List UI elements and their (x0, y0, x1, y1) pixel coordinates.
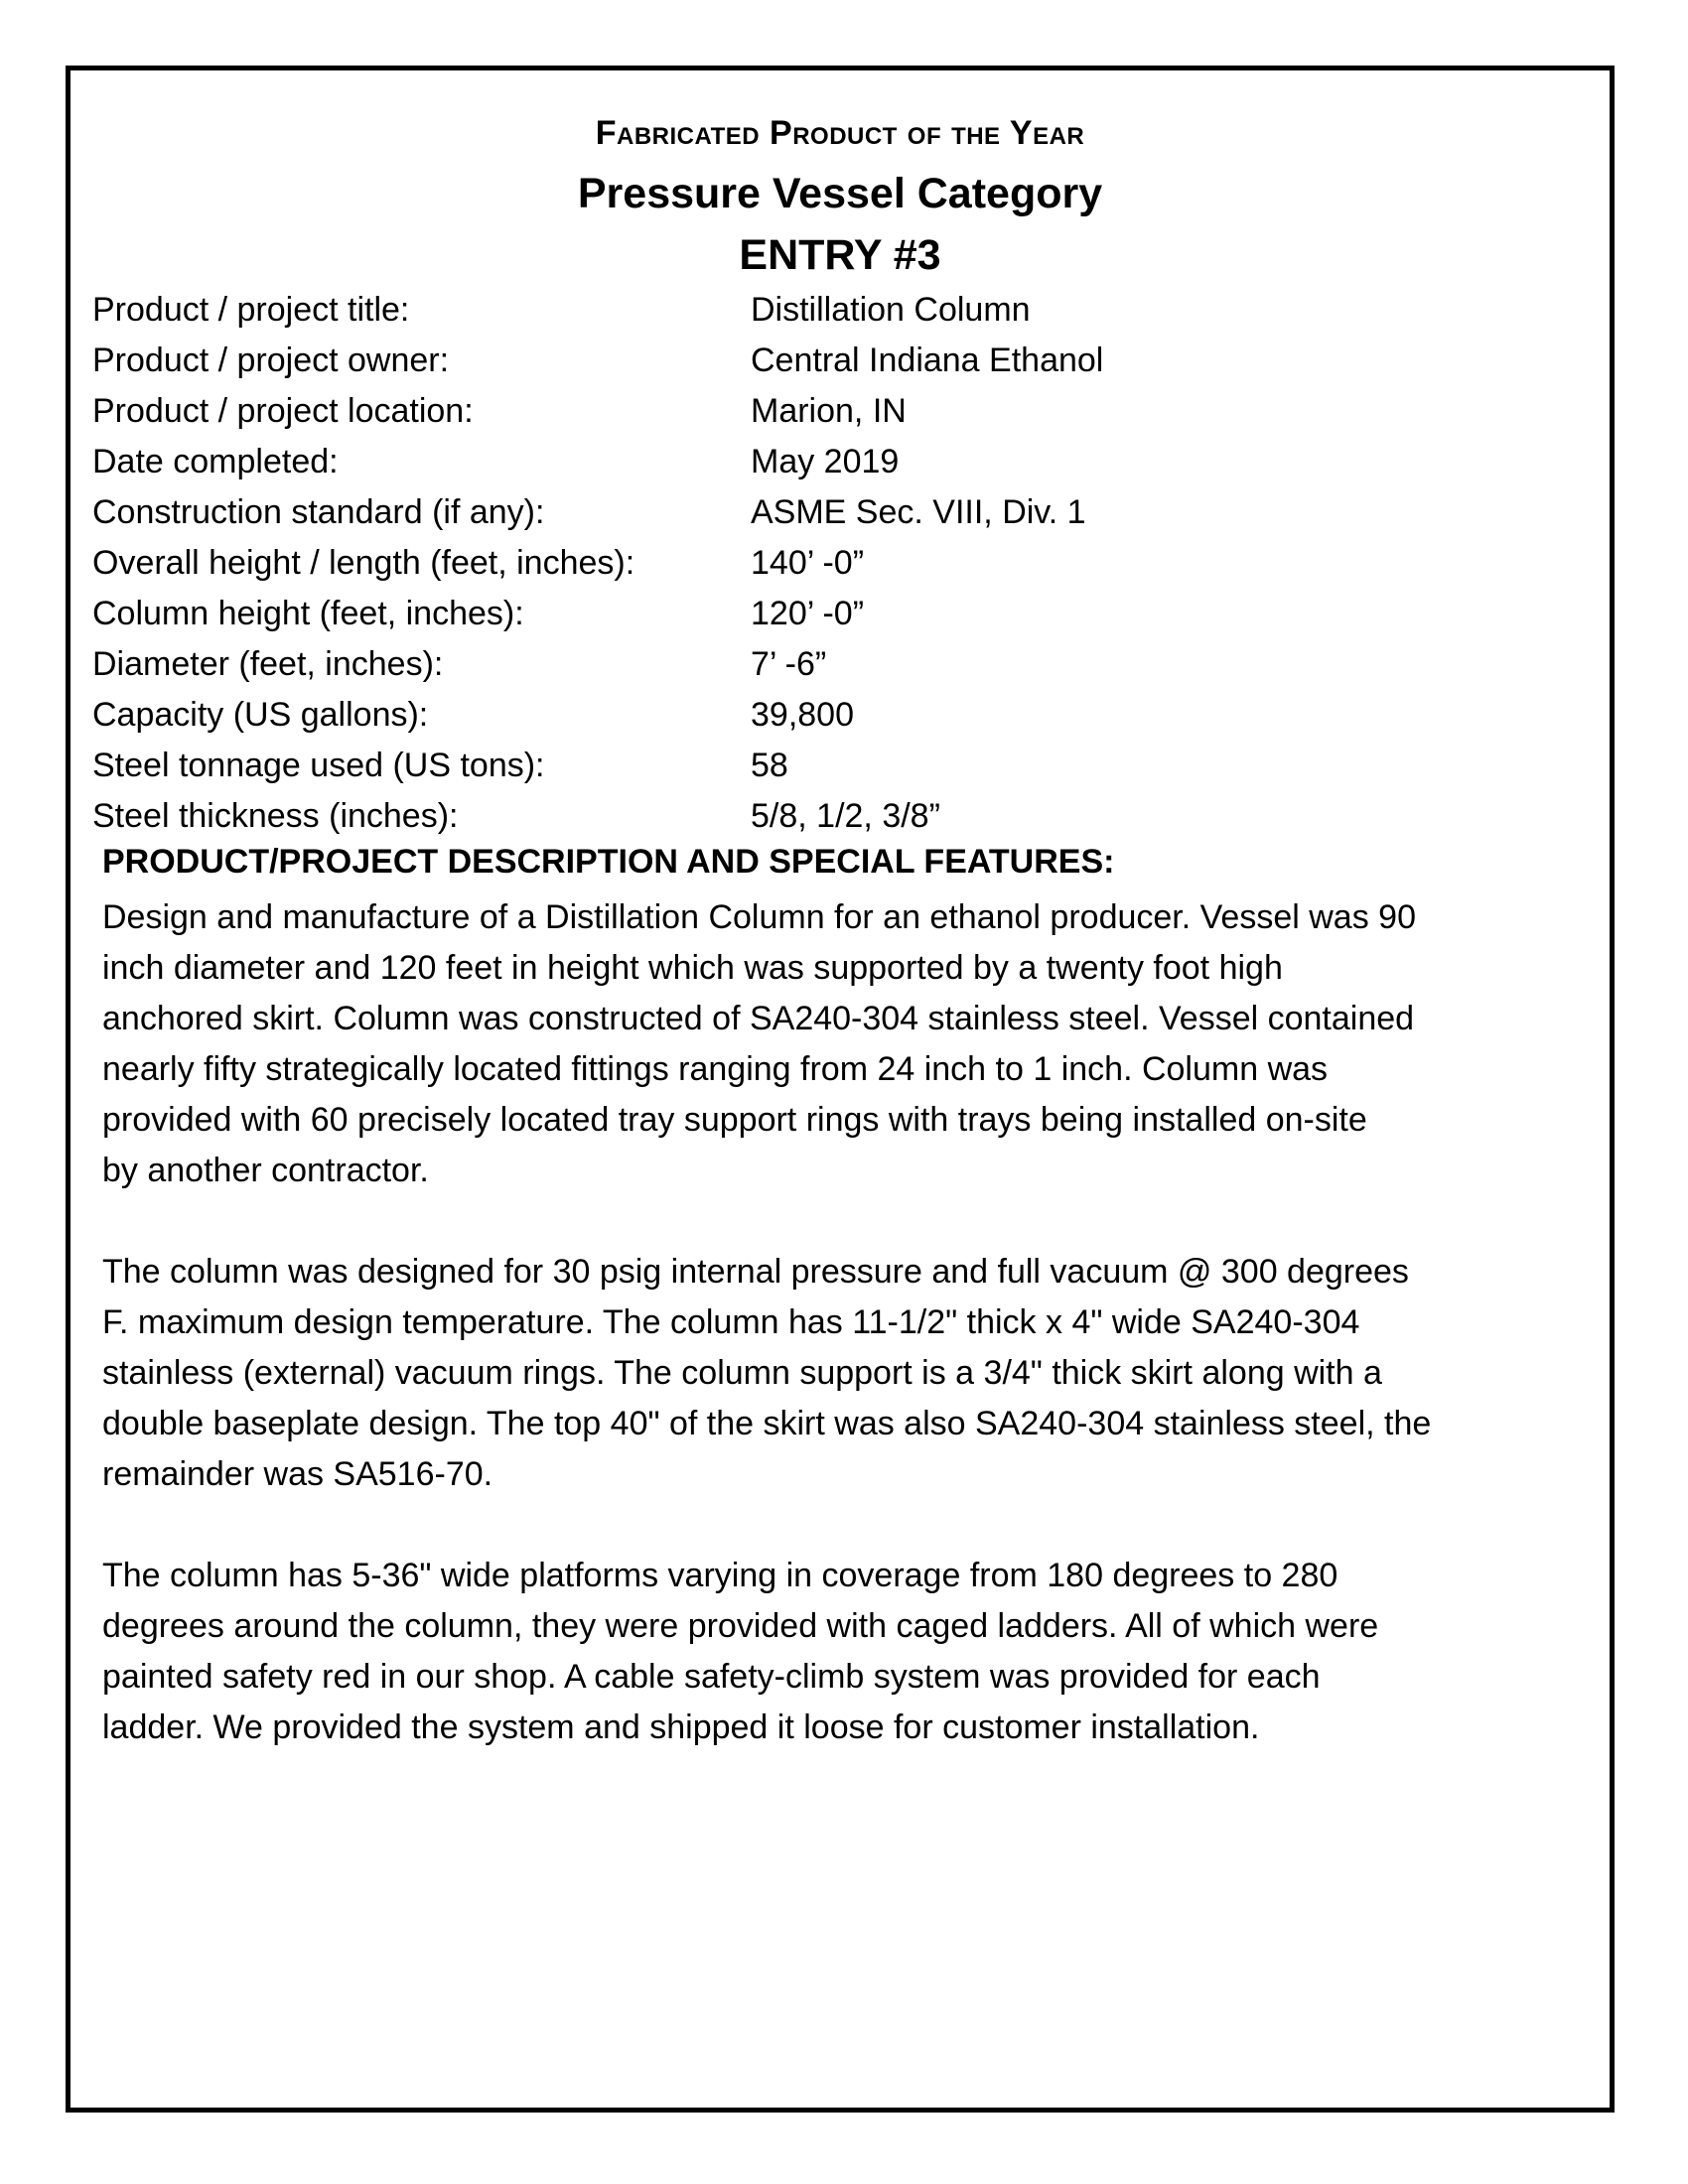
field-row-title (92, 285, 1582, 336)
paragraph-line: The column has 5-36" wide platforms varying in coverage from 180 degrees to 280 (102, 1557, 1338, 1594)
paragraph-line: double baseplate design. The top 40" of the skirt was also SA240-304 stainless steel, the (102, 1405, 1432, 1442)
field-value: 120’ -0” (751, 595, 865, 632)
field-value: 58 (751, 747, 788, 784)
field-label: Column height (feet, inches): (92, 595, 524, 632)
project-fields (92, 285, 1582, 842)
field-value: Central Indiana Ethanol (751, 341, 1104, 379)
paragraph-line: remainder was SA516-70. (102, 1455, 493, 1493)
paragraph-line: ladder. We provided the system and shipped it loose for customer installation. (102, 1708, 1260, 1746)
document-frame (66, 66, 1615, 2113)
field-value: 5/8, 1/2, 3/8” (751, 797, 940, 835)
paragraph-line: stainless (external) vacuum rings. The column support is a 3/4" thick skirt along with a (102, 1354, 1382, 1392)
paragraph-line: inch diameter and 120 feet in height which was supported by a twenty foot high (102, 949, 1283, 987)
field-row-overall-height (92, 538, 1582, 589)
paragraph-line: F. maximum design temperature. The column has 11-1/2" thick x 4" wide SA240-304 (102, 1303, 1360, 1341)
award-kicker: Fabricated Product of the Year (595, 114, 1085, 152)
field-row-steel-thickness (92, 791, 1582, 842)
field-value: 140’ -0” (751, 544, 865, 582)
field-label: Diameter (feet, inches): (92, 645, 444, 683)
paragraph-line: degrees around the column, they were provided with caged ladders. All of which were (102, 1607, 1379, 1645)
field-value: 39,800 (751, 696, 854, 734)
field-row-column-height (92, 589, 1582, 639)
field-value: 7’ -6” (751, 645, 827, 683)
description-body (102, 892, 1592, 1804)
field-label: Product / project title: (92, 291, 410, 329)
field-label: Product / project owner: (92, 341, 450, 379)
field-row-location (92, 386, 1582, 437)
paragraph-line: Design and manufacture of a Distillation Column for an ethanol producer. Vessel was 90 (102, 898, 1416, 936)
field-value: Distillation Column (751, 291, 1031, 329)
field-row-steel-tonnage (92, 741, 1582, 791)
entry-number: ENTRY #3 (739, 231, 941, 279)
paragraph-line: anchored skirt. Column was constructed of SA240-304 stainless steel. Vessel contained (102, 1000, 1415, 1037)
field-row-diameter (92, 639, 1582, 690)
paragraph-line: by another contractor. (102, 1152, 429, 1189)
paragraph-line: nearly fifty strategically located fittings ranging from 24 inch to 1 inch. Column was (102, 1050, 1329, 1088)
description-heading: PRODUCT/PROJECT DESCRIPTION AND SPECIAL FEATURES: (102, 843, 1115, 881)
field-label: Construction standard (if any): (92, 493, 545, 531)
field-value: May 2019 (751, 443, 900, 480)
field-label: Overall height / length (feet, inches): (92, 544, 635, 582)
field-row-owner (92, 336, 1582, 386)
description-paragraph (102, 1551, 1592, 1753)
field-value: Marion, IN (751, 392, 907, 430)
field-label: Date completed: (92, 443, 339, 480)
category-title: Pressure Vessel Category (577, 170, 1103, 217)
field-value: ASME Sec. VIII, Div. 1 (751, 493, 1086, 531)
paragraph-line: provided with 60 precisely located tray support rings with trays being installed on-site (102, 1101, 1367, 1139)
description-paragraph (102, 1247, 1592, 1500)
paragraph-line: The column was designed for 30 psig internal pressure and full vacuum @ 300 degrees (102, 1253, 1409, 1291)
description-paragraph (102, 892, 1592, 1196)
field-label: Steel thickness (inches): (92, 797, 459, 835)
field-row-construction-standard (92, 487, 1582, 538)
field-row-date-completed (92, 437, 1582, 487)
field-label: Capacity (US gallons): (92, 696, 429, 734)
field-label: Steel tonnage used (US tons): (92, 747, 545, 784)
paragraph-line: painted safety red in our shop. A cable safety-climb system was provided for each (102, 1658, 1321, 1696)
field-label: Product / project location: (92, 392, 474, 430)
field-row-capacity (92, 690, 1582, 741)
